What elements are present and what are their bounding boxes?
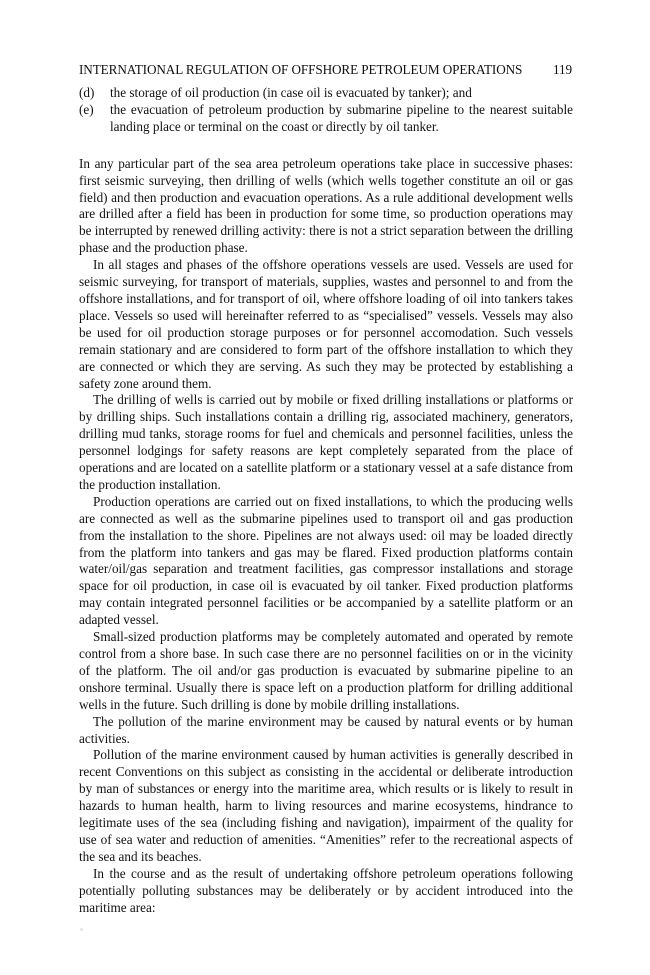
running-header (79, 62, 572, 78)
list-item-marker: (e) (79, 101, 94, 117)
paragraph-phases: In any particular part of the sea area petroleum operations take place in successive phases: first seismic surveying, then drilling of wells (which wells together constitute an oil or gas field) and then production and evacuation operations. As a rule additional development wells are drilled after a field has been in production for some time, so production operations may be interrupted by renewed drilling activity: there is not a strict separation between the drilling phase and the production phase. (79, 155, 573, 256)
paragraph-pollution-definition: Pollution of the marine environment caused by human activities is generally described in recent Conventions on this subject as consisting in the accidental or deliberate introduction by man of substances or energy into the maritime area, which results or is likely to result in hazards to human health, harm to living resources and marine ecosystems, hindrance to legitimate uses of the sea (including fishing and navigation), impairment of the quality for use of sea water and reduction of amenities. “Amenities” refer to the recreational aspects of the sea and its beaches. (79, 747, 573, 864)
list-item-text: the storage of oil production (in case oil is evacuated by tanker); and (110, 85, 472, 100)
list-item-marker: (d) (79, 85, 95, 100)
list-item-text: the evacuation of petroleum production by submarine pipeline to the nearest suitable landing place or terminal on the coast or directly by oil tanker. (110, 101, 573, 134)
list-item (79, 85, 573, 102)
list-item (79, 102, 573, 136)
paragraph-polluting-substances: In the course and as the result of undertaking offshore petroleum operations following potentially polluting substances may be deliberately or by accident introduced into the maritime area: (79, 865, 573, 915)
page-number: 119 (553, 62, 572, 77)
running-title: INTERNATIONAL REGULATION OF OFFSHORE PETROLEUM OPERATIONS (79, 62, 523, 77)
paragraph-vessels: In all stages and phases of the offshore operations vessels are used. Vessels are used for seismic surveying, for transport of materials, supplies, wastes and personnel to and from the offshore installations, and for transport of oil, where offshore loading of oil into tankers takes place. Vessels so used will hereinafter referred to as “specialised” vessels. Vessels may also be used for oil production storage purposes or for personnel accomodation. Such vessels remain stationary and are considered to form part of the offshore installation to which they are connected or which they are serving. As such they may be protected by establishing a safety zone around them. (79, 257, 573, 391)
paragraph-production: Production operations are carried out on fixed installations, to which the producing wells are connected as well as the submarine pipelines used to transport oil and gas production from the installation to the shore. Pipelines are not always used: oil may be loaded directly from the platform into tankers and gas may be flared. Fixed production platforms contain water/oil/gas separation and treatment facilities, gas compressor installations and storage space for oil production, in case oil is evacuated by oil tanker. Fixed production platforms may contain integrated personnel facilities or be accompanied by a satellite platform or an adapted vessel. (79, 493, 573, 628)
scan-speck (80, 928, 83, 931)
enumerated-list (79, 85, 573, 136)
page-body (79, 85, 573, 917)
paragraph-small-platforms: Small-sized production platforms may be completely automated and operated by remote control from a shore base. In such case there are no personnel facilities on or in the vicinity of the platform. The oil and/or gas production is evacuated by submarine pipeline to an onshore terminal. Usually there is space left on a production platform for drilling additional wells in the future. Such drilling is done by mobile drilling installations. (79, 629, 573, 712)
paragraph-drilling: The drilling of wells is carried out by mobile or fixed drilling installations or platforms or by drilling ships. Such installations contain a drilling rig, associated machinery, generators, drilling mud tanks, storage rooms for fuel and chemicals and personnel facilities, unless the personnel lodgings for safety reasons are kept completely separated from the place of operations and are located on a satellite platform or a stationary vessel at a safe distance from the production installation. (79, 392, 573, 492)
paragraph-pollution-causes: The pollution of the marine environment may be caused by natural events or by human activities. (79, 713, 573, 746)
